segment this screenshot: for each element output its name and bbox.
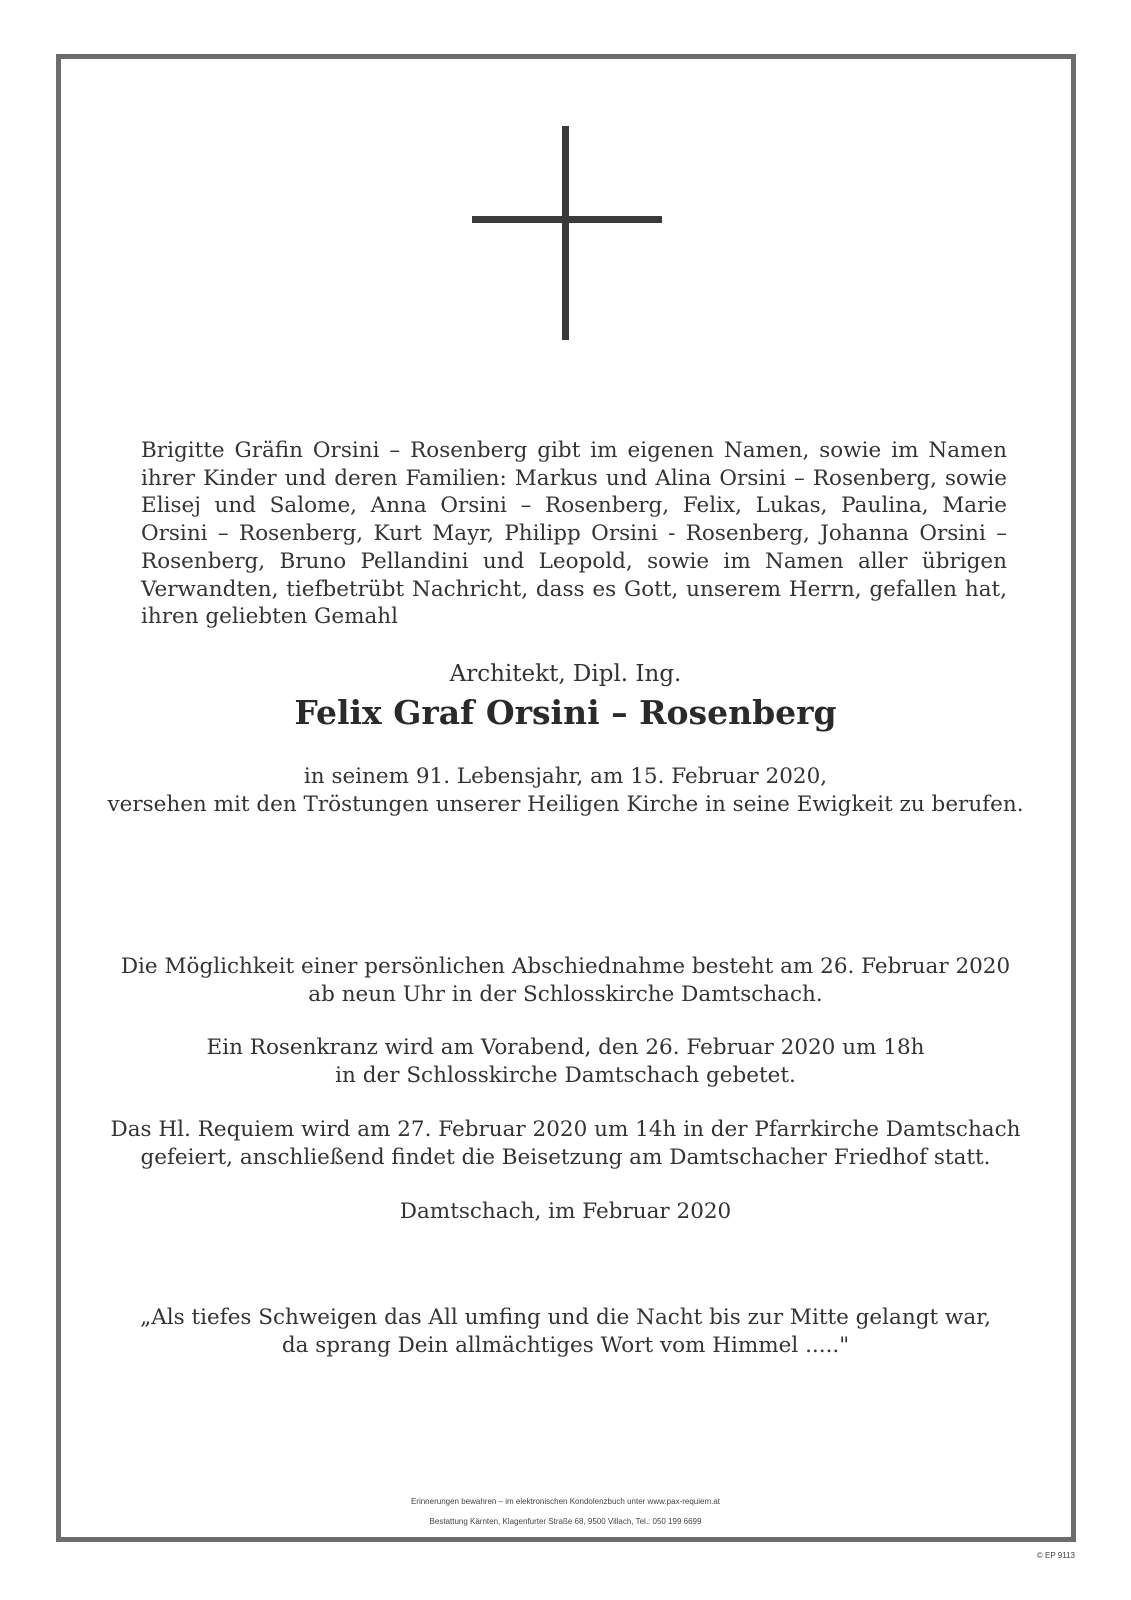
- requiem-line-2: gefeiert, anschließend findet die Beisetzung am Damtschacher Friedhof statt.: [140, 1145, 991, 1170]
- farewell-line-2: ab neun Uhr in der Schlosskirche Damtschach.: [308, 982, 823, 1007]
- rosary-line-1: Ein Rosenkranz wird am Vorabend, den 26. Februar 2020 um 18h: [206, 1035, 925, 1060]
- print-code: © EP 9113: [1036, 1551, 1075, 1560]
- footer-kondolenzbuch: Erinnerungen bewahren – im elektronischen Kondolenzbuch unter www.pax-requiem.at: [410, 1497, 721, 1506]
- rosary-info: [100, 1034, 1031, 1090]
- rosary-line-2: in der Schlosskirche Damtschach gebetet.: [335, 1063, 796, 1088]
- farewell-line-1: Die Möglichkeit einer persönlichen Abschiednahme besteht am 26. Februar 2020: [120, 954, 1011, 979]
- deceased-name: Felix Graf Orsini – Rosenberg: [294, 693, 837, 732]
- farewell-info: [100, 953, 1031, 1009]
- place-date: Damtschach, im Februar 2020: [399, 1199, 732, 1224]
- cross-icon-horizontal: [472, 216, 662, 223]
- cross-icon-vertical: [562, 126, 569, 340]
- footer-address: Bestattung Kärnten, Klagenfurter Straße 68, 9500 Villach, Tel.: 050 199 6699: [429, 1517, 702, 1526]
- death-info-line-2: versehen mit den Tröstungen unserer Heiligen Kirche in seine Ewigkeit zu berufen.: [107, 792, 1024, 817]
- intro-paragraph: Brigitte Gräfin Orsini – Rosenberg gibt im eigenen Namen, sowie im Namen ihrer Kinder und deren Familien: Markus und Alina Orsini – Rosenberg, sowie Elisej und Salome, Anna Orsini – Rosenberg, Felix, Lukas, Paulina, Marie Orsini – Rosenberg, Kurt Mayr, Philipp Orsini - Rosenberg, Johanna Orsini – Rosenberg, Bruno Pellandini und Leopold, sowie im Namen aller übrigen Verwandten, tiefbetrübt Nachricht, dass es Gott, unserem Herrn, gefallen hat, ihren geliebten Gemahl: [141, 438, 1007, 630]
- requiem-line-1: Das Hl. Requiem wird am 27. Februar 2020 um 14h in der Pfarrkirche Damtschach: [110, 1117, 1021, 1142]
- requiem-info: [100, 1116, 1031, 1172]
- quote-line-2: da sprang Dein allmächtiges Wort vom Himmel .....": [281, 1333, 850, 1358]
- quote-line-1: „Als tiefes Schweigen das All umfing und die Nacht bis zur Mitte gelangt war,: [140, 1305, 991, 1330]
- closing-quote: [100, 1304, 1031, 1360]
- death-info: [100, 763, 1031, 819]
- deceased-title: Architekt, Dipl. Ing.: [449, 661, 682, 687]
- death-info-line-1: in seinem 91. Lebensjahr, am 15. Februar 2020,: [303, 764, 828, 789]
